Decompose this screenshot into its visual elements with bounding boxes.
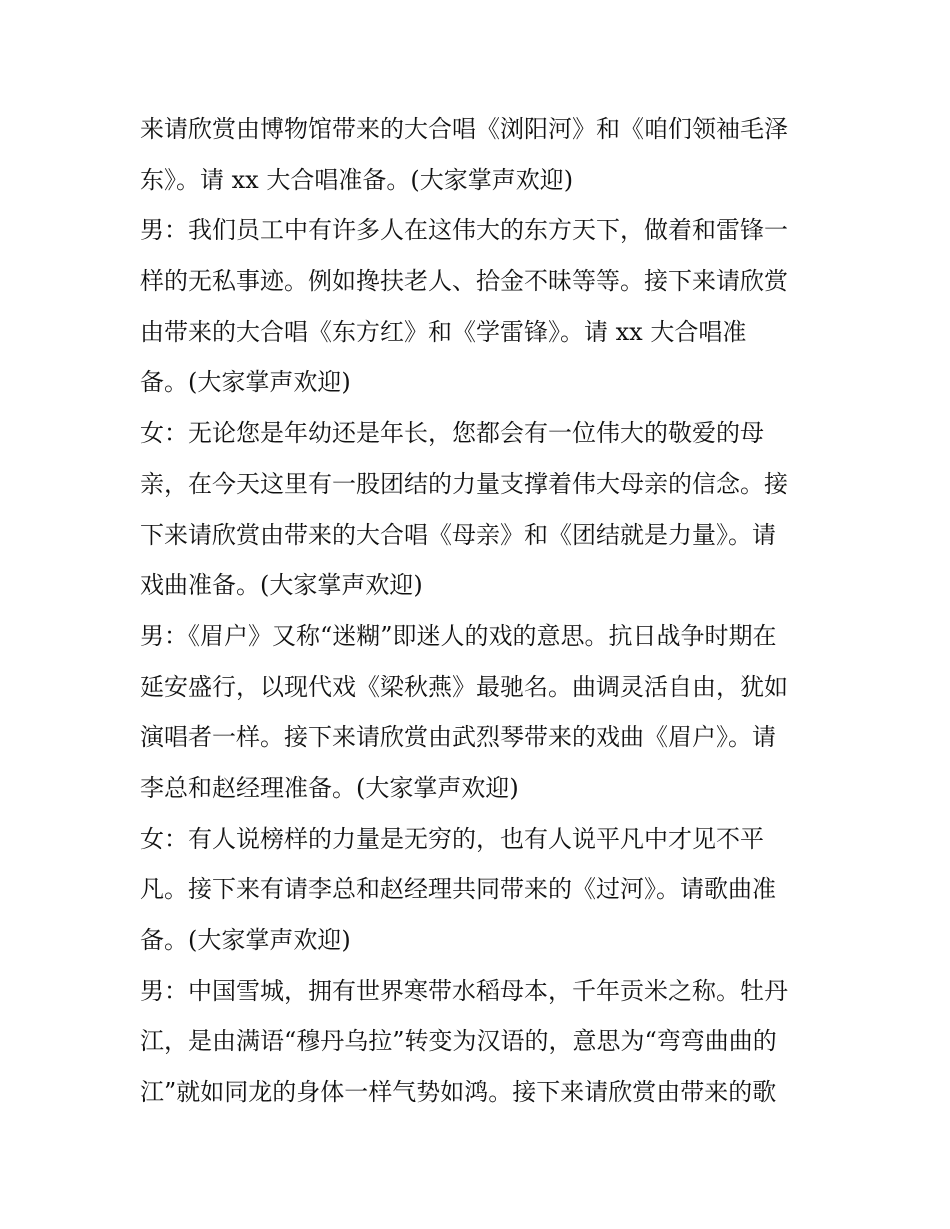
text-line: 李总和赵经理准备。(大家掌声欢迎): [140, 773, 519, 802]
text-line: 备。(大家掌声欢迎): [140, 926, 351, 954]
text-line: 凡。接下来有请李总和赵经理共同带来的《过河》。请歌曲准: [140, 875, 776, 904]
text-line: 亲，在今天这里有一股团结的力量支撑着伟大母亲的信念。接: [140, 469, 788, 498]
text-line: 女：无论您是年幼还是年长，您都会有一位伟大的敬爱的母: [140, 419, 764, 448]
body-text: [140, 104, 830, 1118]
text-line: 东》。请 xx 大合唱准备。(大家掌声欢迎): [140, 165, 574, 194]
text-line: 备。(大家掌声欢迎): [140, 368, 351, 397]
text-line: 由带来的大合唱《东方红》和《学雷锋》。请 xx 大合唱准: [140, 317, 747, 346]
text-line: 男：中国雪城，拥有世界寒带水稻母本，千年贡米之称。牡丹: [140, 976, 788, 1005]
text-line: 女：有人说榜样的力量是无穷的，也有人说平凡中才见不平: [140, 824, 764, 853]
text-line: 男：《眉户》又称“迷糊”即迷人的戏的意思。抗日战争时期在: [140, 621, 777, 650]
text-line: 来请欣赏由博物馆带来的大合唱《浏阳河》和《咱们领袖毛泽: [140, 115, 788, 143]
text-line: 江，是由满语“穆丹乌拉”转变为汉语的，意思为“弯弯曲曲的: [140, 1027, 777, 1056]
text-line: 样的无私事迹。例如搀扶老人、拾金不昧等等。接下来请欣赏: [140, 267, 788, 296]
text-line: 延安盛行，以现代戏《梁秋燕》最驰名。曲调灵活自由，犹如: [140, 672, 788, 701]
text-line: 男：我们员工中有许多人在这伟大的东方天下，做着和雷锋一: [140, 216, 788, 245]
text-line: 戏曲准备。(大家掌声欢迎): [140, 571, 423, 600]
text-line: 下来请欣赏由带来的大合唱《母亲》和《团结就是力量》。请: [140, 520, 776, 549]
text-line: 江”就如同龙的身体一样气势如鸿。接下来请欣赏由带来的歌: [140, 1078, 777, 1107]
text-line: 演唱者一样。接下来请欣赏由武烈琴带来的戏曲《眉户》。请: [140, 723, 776, 752]
